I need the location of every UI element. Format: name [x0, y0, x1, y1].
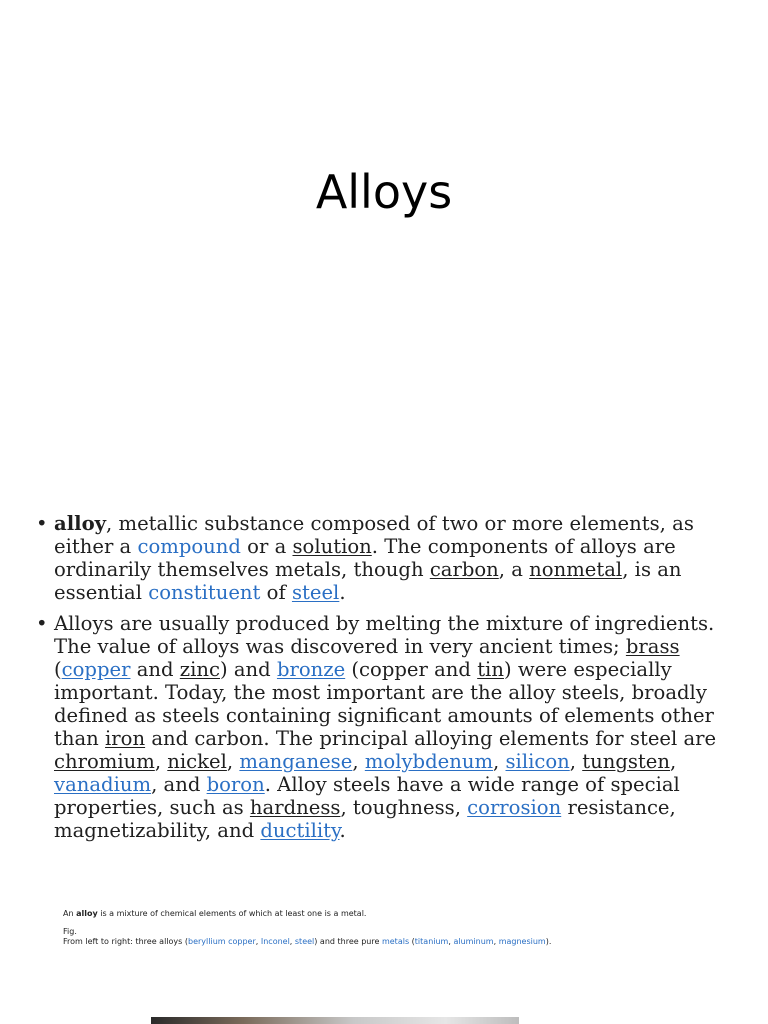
text: and carbon. The principal alloying elements for steel are	[145, 727, 717, 750]
link-nickel[interactable]: nickel	[167, 750, 227, 773]
text: ,	[493, 937, 499, 946]
text: . The components of alloys are ordinarily themselves metals, though	[54, 535, 676, 581]
link-ductility[interactable]: ductility	[260, 819, 340, 842]
link-iron[interactable]: iron	[105, 727, 146, 750]
link-vanadium[interactable]: vanadium	[54, 773, 152, 796]
text: and	[130, 658, 180, 681]
text: , and	[151, 773, 207, 796]
caption-fig-label: Fig.	[63, 927, 77, 936]
link-inconel[interactable]: Inconel	[260, 937, 290, 946]
text: ).	[545, 937, 552, 946]
bullet-dot: •	[36, 512, 48, 535]
link-corrosion[interactable]: corrosion	[467, 796, 562, 819]
link-tungsten[interactable]: tungsten	[582, 750, 671, 773]
text: ) were especially important. Today, the most important are the alloy steels, broadly defined as steels containing significant amounts of elements other than	[54, 658, 714, 750]
term-alloy: alloy	[54, 512, 107, 535]
link-zinc[interactable]: zinc	[179, 658, 220, 681]
link-steel[interactable]: steel	[294, 937, 315, 946]
text: ,	[289, 937, 295, 946]
caption-line-1	[63, 909, 743, 919]
text: is a mixture of chemical elements of which at least one is a metal.	[97, 909, 367, 918]
text: ,	[226, 750, 240, 773]
term-alloy: alloy	[76, 909, 98, 918]
text: ,	[448, 937, 454, 946]
link-solution[interactable]: solution	[292, 535, 372, 558]
slide-title: Alloys	[315, 165, 453, 219]
text: resistance, magnetizability, and	[54, 796, 676, 842]
bullet-item-production	[36, 612, 740, 842]
text: , metallic substance composed of two or more elements, as either a	[54, 512, 694, 558]
link-nonmetal[interactable]: nonmetal	[529, 558, 623, 581]
alloys-photo	[151, 1017, 519, 1024]
text: From left to right: three alloys (	[63, 937, 188, 946]
text: Alloys are usually produced by melting the mixture of ingredients. The value of alloys was discovered in very ancient times;	[54, 612, 715, 658]
text: ) and three pure	[314, 937, 382, 946]
link-magnesium[interactable]: magnesium	[498, 937, 546, 946]
text: ) and	[219, 658, 277, 681]
link-boron[interactable]: boron	[206, 773, 265, 796]
text: of	[260, 581, 292, 604]
text: An	[63, 909, 77, 918]
link-silicon[interactable]: silicon	[505, 750, 570, 773]
link-metals[interactable]: metals	[381, 937, 410, 946]
text: . Alloy steels have a wide range of special properties, such as	[54, 773, 680, 819]
bullet-item-definition	[36, 512, 740, 604]
text: ,	[569, 750, 583, 773]
text: ,	[352, 750, 365, 773]
text: or a	[240, 535, 293, 558]
text: , a	[498, 558, 530, 581]
link-hardness[interactable]: hardness	[249, 796, 341, 819]
link-constituent[interactable]: constituent	[148, 581, 261, 604]
link-steel[interactable]: steel	[291, 581, 340, 604]
bullet-dot: •	[36, 612, 48, 635]
text: ,	[670, 750, 677, 773]
caption-line-3	[63, 937, 743, 947]
text: (	[54, 658, 62, 681]
link-tin[interactable]: tin	[477, 658, 504, 681]
link-manganese[interactable]: manganese	[239, 750, 353, 773]
text: , toughness,	[340, 796, 468, 819]
text: ,	[493, 750, 506, 773]
link-beryllium-copper[interactable]: beryllium copper	[188, 937, 256, 946]
text: ,	[255, 937, 261, 946]
text: , is an essential	[54, 558, 682, 604]
text: ,	[154, 750, 168, 773]
figure-caption	[63, 909, 743, 947]
link-bronze[interactable]: bronze	[276, 658, 346, 681]
link-titanium[interactable]: titanium	[414, 937, 449, 946]
link-carbon[interactable]: carbon	[429, 558, 499, 581]
link-brass[interactable]: brass	[625, 635, 680, 658]
link-chromium[interactable]: chromium	[54, 750, 155, 773]
text: .	[339, 581, 346, 604]
text: (	[409, 937, 415, 946]
text: (copper and	[345, 658, 478, 681]
link-compound[interactable]: compound	[137, 535, 241, 558]
text: .	[339, 819, 346, 842]
bullet-list	[36, 512, 740, 850]
link-aluminum[interactable]: aluminum	[453, 937, 494, 946]
link-copper[interactable]: copper	[61, 658, 131, 681]
link-molybdenum[interactable]: molybdenum	[364, 750, 494, 773]
